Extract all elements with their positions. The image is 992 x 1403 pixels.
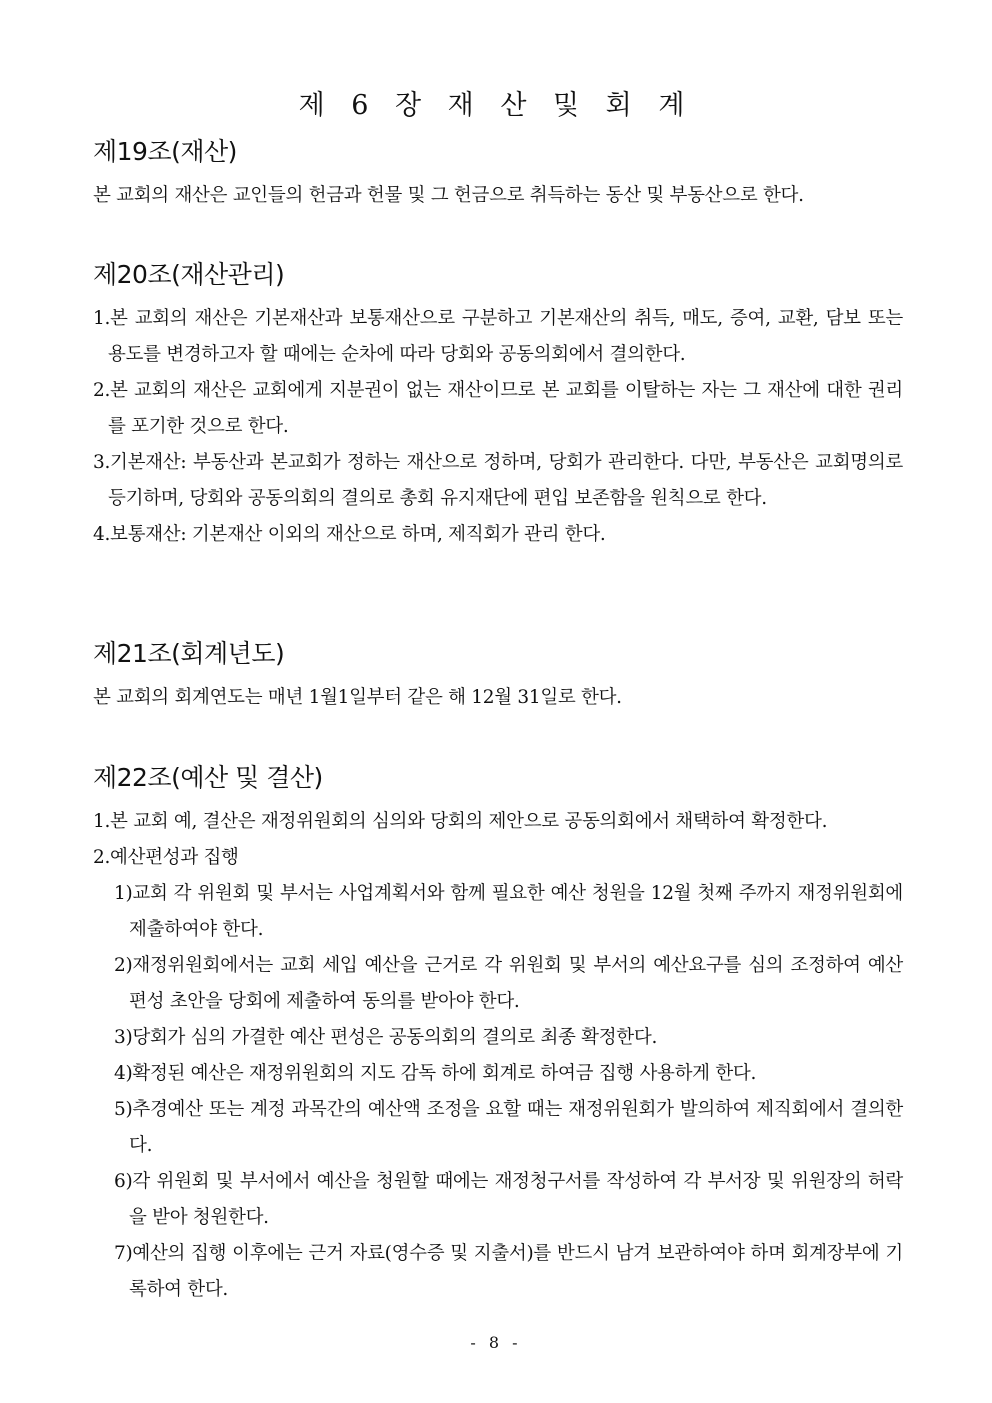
article-20 [93,257,903,553]
article-body: 본 교회의 회계연도는 매년 1월1일부터 같은 해 12월 31일로 한다. [93,687,622,708]
list-item: 4.보통재산: 기본재산 이외의 재산으로 하며, 제직회가 관리 한다. [93,524,606,545]
sub-list-item: 2)재정위원회에서는 교회 세입 예산을 근거로 각 위원회 및 부서의 예산요구를 심의 조정하여 예산 편성 초안을 당회에 제출하여 동의를 받아야 한다. [114,955,903,1012]
article-body: 본 교회의 재산은 교인들의 헌금과 헌물 및 그 헌금으로 취득하는 동산 및 부동산으로 한다. [93,185,804,206]
article-heading: 제20조(재산관리) [93,260,285,289]
list-item: 3.기본재산: 부동산과 본교회가 정하는 재산으로 정하며, 당회가 관리한다. 다만, 부동산은 교회명의로 등기하며, 당회와 공동의회의 결의로 총회 유지재단에 편입 보존함을 원칙으로 한다. [93,452,903,509]
list-item: 2.본 교회의 재산은 교회에게 지분권이 없는 재산이므로 본 교회를 이탈하는 자는 그 재산에 대한 권리를 포기한 것으로 한다. [93,380,903,437]
article-heading: 제21조(회계년도) [93,639,285,668]
sub-list-item: 7)예산의 집행 이후에는 근거 자료(영수증 및 지출서)를 반드시 남겨 보관하여야 하며 회계장부에 기록하여 한다. [114,1243,903,1300]
article-heading: 제19조(재산) [93,137,237,166]
article-22 [93,760,903,1308]
sub-list-item: 5)추경예산 또는 계정 과목간의 예산액 조정을 요할 때는 재정위원회가 발의하여 제직회에서 결의한다. [114,1099,903,1156]
article-19 [93,134,903,214]
page-number: - 8 - [470,1333,522,1352]
article-heading: 제22조(예산 및 결산) [93,763,323,792]
list-item: 1.본 교회의 재산은 기본재산과 보통재산으로 구분하고 기본재산의 취득, 매도, 증여, 교환, 담보 또는 용도를 변경하고자 할 때에는 순차에 따라 당회와 공동의회에서 결의한다. [93,308,903,365]
sub-list-item: 1)교회 각 위원회 및 부서는 사업계획서와 함께 필요한 예산 청원을 12월 첫째 주까지 재정위원회에 제출하여야 한다. [114,883,903,940]
article-21 [93,636,903,716]
chapter-title: 제 6 장 재 산 및 회 계 [298,90,694,121]
sub-list-item: 6)각 위원회 및 부서에서 예산을 청원할 때에는 재정청구서를 작성하여 각 부서장 및 위원장의 허락을 받아 청원한다. [114,1171,903,1228]
sub-list-item: 3)당회가 심의 가결한 예산 편성은 공동의회의 결의로 최종 확정한다. [114,1027,658,1048]
sub-list-item: 4)확정된 예산은 재정위원회의 지도 감독 하에 회계로 하여금 집행 사용하게 한다. [114,1063,757,1084]
list-item: 2.예산편성과 집행 [93,847,239,868]
list-item: 1.본 교회 예, 결산은 재정위원회의 심의와 당회의 제안으로 공동의회에서 채택하여 확정한다. [93,811,828,832]
